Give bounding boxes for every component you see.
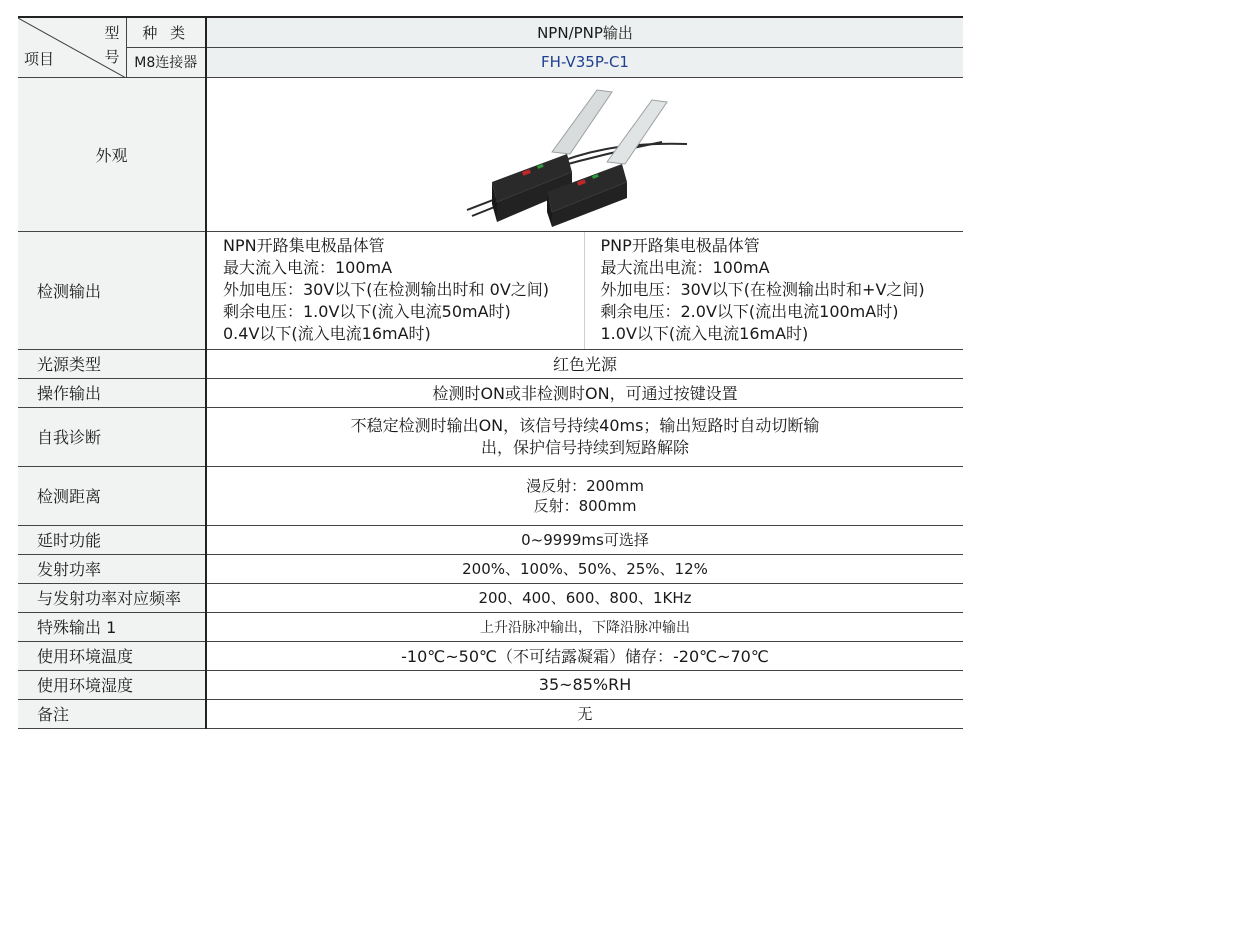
power-frequency-value: 200、400、600、800、1KHz bbox=[206, 583, 963, 612]
connector-label: M8连接器 bbox=[126, 47, 206, 77]
delay-function-value: 0~9999ms可选择 bbox=[206, 525, 963, 554]
detect-distance-line: 漫反射：200mm bbox=[526, 476, 644, 495]
detect-output-label: 检测输出 bbox=[18, 231, 206, 349]
fiber-amplifier-product-photo-icon bbox=[462, 82, 692, 227]
pnp-line: 最大流出电流：100mA bbox=[600, 258, 770, 277]
detect-distance-label: 检测距离 bbox=[18, 466, 206, 525]
pnp-line: PNP开路集电极晶体管 bbox=[600, 236, 760, 255]
spec-table bbox=[18, 16, 963, 729]
self-diagnosis-line: 不稳定检测时输出ON，该信号持续40ms；输出短路时自动切断输 bbox=[350, 415, 820, 435]
appearance-image-cell bbox=[206, 77, 963, 231]
self-diagnosis-value bbox=[206, 407, 963, 466]
pnp-line: 1.0V以下(流入电流16mA时) bbox=[600, 324, 809, 343]
npn-line: NPN开路集电极晶体管 bbox=[223, 236, 385, 255]
corner-number-label: 号 bbox=[104, 47, 120, 66]
self-diagnosis-line: 出，保护信号持续到短路解除 bbox=[481, 437, 690, 457]
power-frequency-row bbox=[18, 583, 963, 612]
emission-power-label: 发射功率 bbox=[18, 554, 206, 583]
npn-line: 最大流入电流：100mA bbox=[223, 258, 393, 277]
ambient-humidity-row bbox=[18, 670, 963, 699]
operation-output-value: 检测时ON或非检测时ON，可通过按键设置 bbox=[206, 378, 963, 407]
power-frequency-label: 与发射功率对应频率 bbox=[18, 583, 206, 612]
special-output-label: 特殊输出 1 bbox=[18, 612, 206, 641]
kind-label: 种 类 bbox=[126, 17, 206, 47]
detect-output-row bbox=[18, 231, 963, 349]
npn-line: 外加电压：30V以下(在检测输出时和 0V之间) bbox=[223, 280, 550, 299]
detect-distance-line: 反射：800mm bbox=[533, 496, 637, 515]
detect-distance-value bbox=[206, 466, 963, 525]
corner-item-label: 项目 bbox=[24, 49, 55, 68]
light-source-row bbox=[18, 349, 963, 378]
ambient-humidity-label: 使用环境湿度 bbox=[18, 670, 206, 699]
pnp-line: 外加电压：30V以下(在检测输出时和+V之间) bbox=[600, 280, 925, 299]
special-output-value: 上升沿脉冲输出，下降沿脉冲输出 bbox=[206, 612, 963, 641]
self-diagnosis-row bbox=[18, 407, 963, 466]
emission-power-row bbox=[18, 554, 963, 583]
pnp-line: 剩余电压：2.0V以下(流出电流100mA时) bbox=[600, 302, 899, 321]
appearance-label: 外观 bbox=[18, 77, 206, 231]
remarks-row bbox=[18, 699, 963, 728]
pnp-output-cell bbox=[584, 231, 963, 349]
kind-value: NPN/PNP输出 bbox=[206, 17, 963, 47]
remarks-label: 备注 bbox=[18, 699, 206, 728]
npn-line: 0.4V以下(流入电流16mA时) bbox=[223, 324, 431, 343]
remarks-value: 无 bbox=[206, 699, 963, 728]
operation-output-label: 操作输出 bbox=[18, 378, 206, 407]
corner-type-label: 型 bbox=[104, 24, 120, 42]
npn-line: 剩余电压：1.0V以下(流入电流50mA时) bbox=[223, 302, 511, 321]
npn-output-cell bbox=[206, 231, 584, 349]
light-source-value: 红色光源 bbox=[206, 349, 963, 378]
ambient-temp-value: -10℃~50℃（不可结露凝霜）储存：-20℃~70℃ bbox=[206, 641, 963, 670]
header-row-kind bbox=[18, 17, 963, 47]
ambient-temp-label: 使用环境温度 bbox=[18, 641, 206, 670]
ambient-temp-row bbox=[18, 641, 963, 670]
detect-distance-row bbox=[18, 466, 963, 525]
header-row-model bbox=[18, 47, 963, 77]
operation-output-row bbox=[18, 378, 963, 407]
delay-function-row bbox=[18, 525, 963, 554]
ambient-humidity-value: 35~85%RH bbox=[206, 670, 963, 699]
appearance-row bbox=[18, 77, 963, 231]
model-value: FH-V35P-C1 bbox=[206, 47, 963, 77]
light-source-label: 光源类型 bbox=[18, 349, 206, 378]
delay-function-label: 延时功能 bbox=[18, 525, 206, 554]
self-diagnosis-label: 自我诊断 bbox=[18, 407, 206, 466]
special-output-row bbox=[18, 612, 963, 641]
header-corner-cell bbox=[18, 17, 126, 77]
emission-power-value: 200%、100%、50%、25%、12% bbox=[206, 554, 963, 583]
